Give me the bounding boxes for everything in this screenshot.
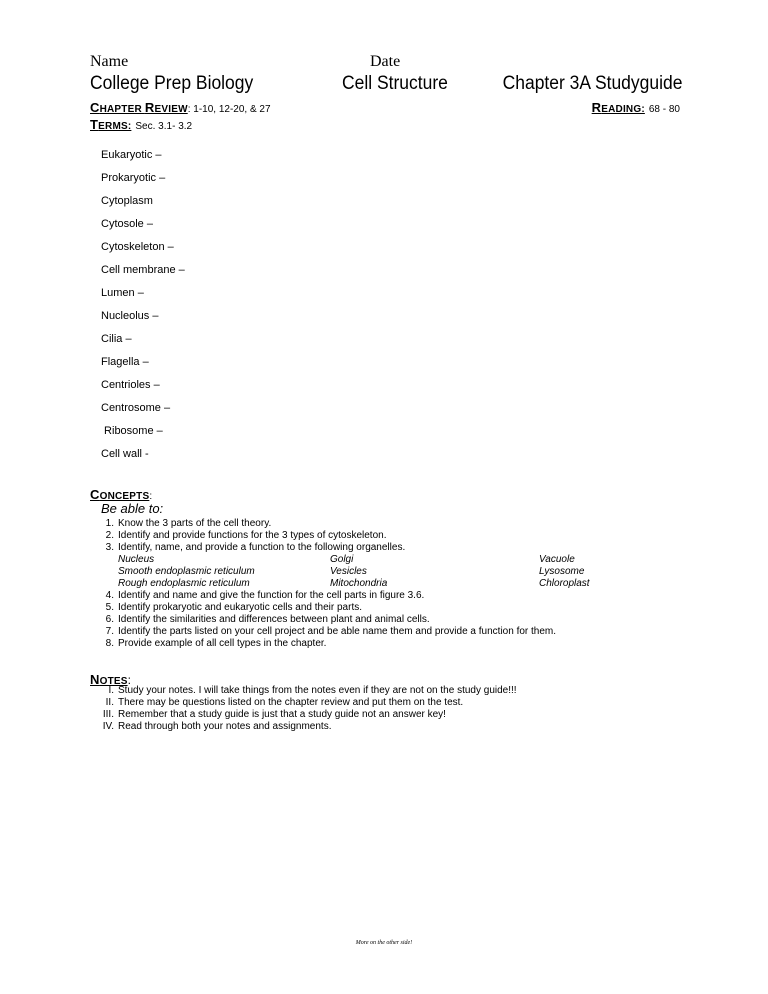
guide-title: Chapter 3A Studyguide <box>502 73 682 94</box>
organelle-table <box>118 554 700 590</box>
term-item: Ribosome – <box>101 425 163 437</box>
list-item: 3. Identify, name, and provide a function to the following organelles. Nucleus Golgi Vacuole Smooth endoplasmic reticulum Vesicles Lysosome Rough endoplasmic reticulum Mitochondria Chloroplast <box>100 542 700 590</box>
term-item: Cytoskeleton – <box>101 241 174 253</box>
term-item: Centrosome – <box>101 402 171 414</box>
footer-note: More on the other side! <box>355 940 413 946</box>
list-item: II. There may be questions listed on the chapter review and put them on the test. <box>105 697 464 708</box>
chapter-review-line <box>90 99 271 117</box>
list-item: 5. Identify prokaryotic and eukaryotic cells and their parts. <box>105 602 363 613</box>
list-item: 1. Know the 3 parts of the cell theory. <box>105 518 272 529</box>
organelle-row: Rough endoplasmic reticulum Mitochondria Chloroplast <box>118 578 590 589</box>
term-item: Cell membrane – <box>101 264 185 276</box>
chapter-review-value: : 1-10, 12-20, & 27 <box>187 104 271 115</box>
organelle-row: Nucleus Golgi Vacuole <box>118 554 575 565</box>
term-item: Cilia – <box>101 333 132 345</box>
reading-label: READING: <box>591 100 645 115</box>
term-item: Centrioles – <box>101 379 160 391</box>
terms-heading-line <box>90 116 192 134</box>
notes-heading: NOTES: <box>90 672 131 687</box>
term-item: Cell wall - <box>101 448 149 460</box>
list-item: I. Study your notes. I will take things from the notes even if they are not on the study guide!!! <box>108 685 517 696</box>
term-item: Nucleolus – <box>101 310 159 322</box>
terms-sections: Sec. 3.1- 3.2 <box>135 121 193 132</box>
organelle-row: Smooth endoplasmic reticulum Vesicles Lysosome <box>118 566 585 577</box>
list-item: 2. Identify and provide functions for the 3 types of cytoskeleton. <box>105 530 387 541</box>
list-item: 6. Identify the similarities and differences between plant and animal cells. <box>105 614 430 625</box>
term-item: Prokaryotic – <box>101 172 166 184</box>
name-label: Name <box>90 53 129 70</box>
terms-label: TERMS: <box>90 117 132 132</box>
list-item: III. Remember that a study guide is just that a study guide not an answer key! <box>102 709 446 720</box>
list-item: 7. Identify the parts listed on your cell project and be able name them and provide a function for them. <box>105 626 557 637</box>
term-item: Cytoplasm <box>101 195 153 207</box>
list-item: 4. Identify and name and give the function for the cell parts in figure 3.6. <box>105 590 425 601</box>
concepts-list <box>100 518 700 650</box>
course-title: College Prep Biology <box>90 73 254 94</box>
term-item: Lumen – <box>101 287 144 299</box>
chapter-review-label: CHAPTER REVIEW <box>90 100 188 115</box>
term-item: Flagella – <box>101 356 149 368</box>
list-item: IV. Read through both your notes and assignments. <box>102 721 332 732</box>
date-label: Date <box>370 53 401 70</box>
reading-line <box>592 99 680 117</box>
reading-value: 68 - 80 <box>648 104 680 115</box>
concepts-heading: CONCEPTS: <box>90 487 153 502</box>
term-item: Eukaryotic – <box>101 149 162 161</box>
concepts-subtitle: Be able to: <box>101 501 164 516</box>
notes-list <box>100 685 517 733</box>
topic-title: Cell Structure <box>342 73 448 94</box>
list-item: 8. Provide example of all cell types in the chapter. <box>105 638 327 649</box>
term-item: Cytosole – <box>101 218 153 230</box>
